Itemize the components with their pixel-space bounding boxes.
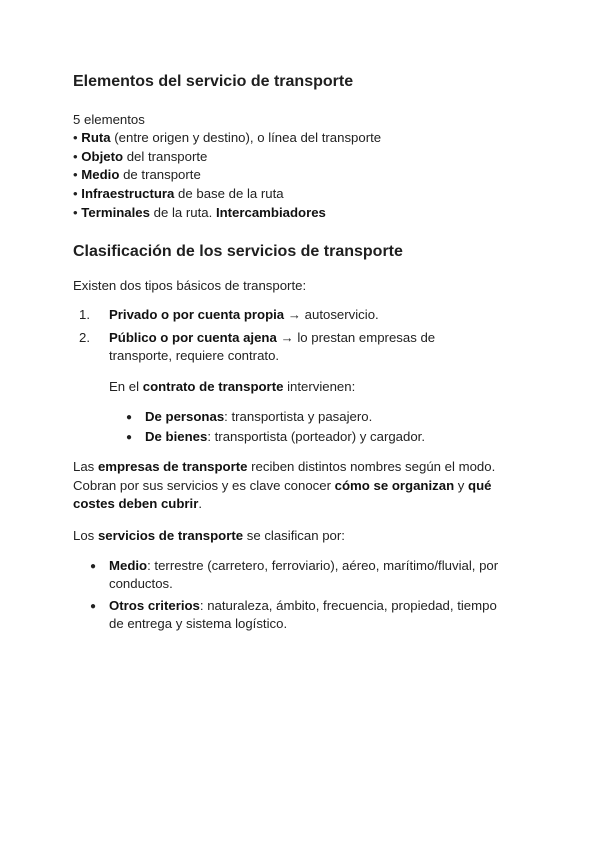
paragraph-empresas-line-1 — [73, 458, 495, 476]
term: cómo se organizan — [334, 478, 455, 493]
text: intervienen: — [283, 379, 356, 394]
description: (entre origen y destino), o línea del transporte — [110, 130, 382, 145]
elements-intro: 5 elementos — [73, 112, 145, 127]
bullet: • — [73, 186, 78, 201]
term: Medio — [81, 167, 120, 182]
text: y — [454, 478, 469, 493]
paragraph-empresas-line-2 — [73, 477, 492, 495]
description: de la ruta. — [149, 205, 216, 220]
bullet: • — [73, 167, 78, 182]
text: En el — [109, 379, 143, 394]
section-title-elementos: Elementos del servicio de transporte — [73, 73, 354, 90]
description: : transportista y pasajero. — [224, 409, 373, 424]
description-cont: conductos. — [109, 576, 173, 591]
paragraph-empresas-line-3 — [73, 495, 202, 513]
description: del transporte — [123, 149, 208, 164]
bullet: ● — [90, 561, 97, 572]
description: → autoservicio. — [284, 307, 379, 322]
description: : terrestre (carretero, ferroviario), aéreo, marítimo/fluvial, por — [147, 558, 499, 573]
term: Otros criterios — [109, 598, 200, 613]
description-cont: transporte, requiere contrato. — [109, 348, 280, 363]
term: Medio — [109, 558, 148, 573]
term: Público o por cuenta ajena — [109, 330, 277, 345]
list-item-terminales — [73, 204, 326, 222]
term: Objeto — [81, 149, 124, 164]
bullet: ● — [126, 432, 133, 443]
description: de base de la ruta — [174, 186, 284, 201]
description: → lo prestan empresas de — [276, 330, 436, 345]
description: de transporte — [119, 167, 201, 182]
list-item-infraestructura — [73, 185, 284, 203]
bullet: • — [73, 130, 78, 145]
description: : naturaleza, ámbito, frecuencia, propiedad, tiempo — [199, 598, 497, 613]
item-number: 2. — [79, 330, 90, 345]
term: servicios de transporte — [97, 528, 244, 543]
term-2: Intercambiadores — [215, 205, 326, 220]
bullet: • — [73, 205, 78, 220]
term: empresas de transporte — [97, 459, 248, 474]
term: contrato de transporte — [142, 379, 284, 394]
term: Privado o por cuenta propia — [109, 307, 285, 322]
paragraph-servicios — [73, 527, 345, 545]
text: Cobran por sus servicios y es clave conocer — [73, 478, 335, 493]
description: : transportista (porteador) y cargador. — [207, 429, 426, 444]
term: costes deben cubrir — [73, 496, 199, 511]
bullet: • — [73, 149, 78, 164]
term: qué — [468, 478, 492, 493]
term: De personas — [145, 409, 225, 424]
item-number: 1. — [79, 307, 90, 322]
term: Ruta — [81, 130, 111, 145]
section-title-clasificacion: Clasificación de los servicios de transporte — [73, 243, 403, 260]
description-cont: de entrega y sistema logístico. — [109, 616, 288, 631]
contract-line — [109, 378, 355, 396]
text: Las — [73, 459, 98, 474]
text: Los — [73, 528, 98, 543]
term: Terminales — [81, 205, 150, 220]
bullet: ● — [126, 412, 133, 423]
text: reciben distintos nombres según el modo. — [247, 459, 496, 474]
term: Infraestructura — [81, 186, 175, 201]
classification-intro: Existen dos tipos básicos de transporte: — [73, 278, 307, 293]
text: . — [198, 496, 202, 511]
list-item-objeto — [73, 148, 207, 166]
bullet: ● — [90, 601, 97, 612]
list-item-medio — [73, 166, 201, 184]
list-item-ruta — [73, 129, 381, 147]
text: se clasifican por: — [243, 528, 345, 543]
term: De bienes — [145, 429, 208, 444]
